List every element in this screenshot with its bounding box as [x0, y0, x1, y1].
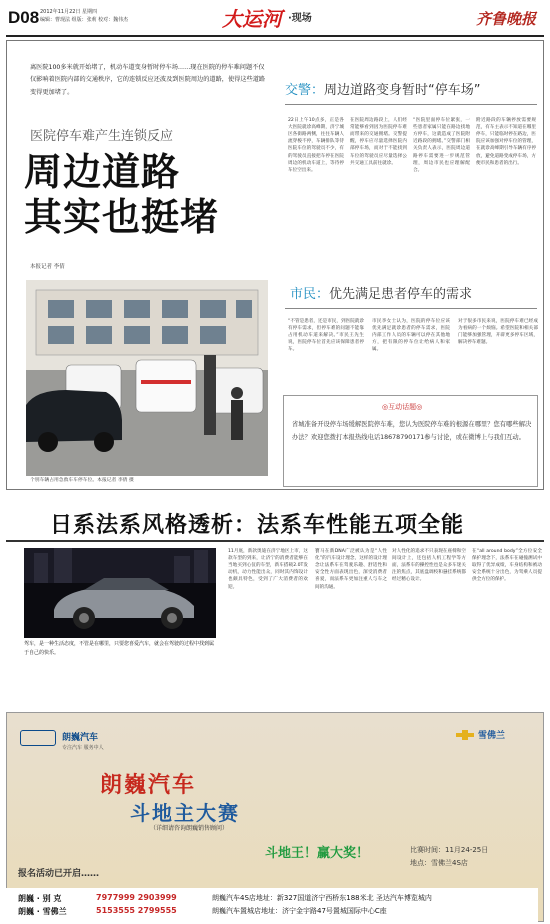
chevrolet-bowtie-icon	[456, 730, 474, 740]
dealer-address: 朗巍汽车置城店地址：济宁金宇路47号置城国际中心C座	[212, 907, 387, 915]
sec2-column: 对于很多市民来说，医院停车难已经成为看病的一个烦恼。希望医院和相关部门能够加强管理，开辟更多停车区域，解决停车难题。	[458, 319, 538, 346]
article2-column: 在“all around body”全方位安全保护理念下，法系车在碰撞测试中取得了优异成绩，车身结构和被动安全系统十分出色，为驾乘人员提供全方位的保护。	[472, 549, 542, 583]
sec1-column: 附近路段的车辆停放需要规范，有车主表示不知道在哪里停车，只能临时停在路边，医院应该加强对停车位的管理，在就诊高峰期引导车辆有序停放，避免道路变成停车场，方便市民和患者的出行。	[476, 118, 536, 166]
kicker: 医院停车难产生连锁反应	[30, 129, 174, 144]
dealer-name: 朗巍汽车	[62, 733, 99, 743]
headline-line-2: 其实也挺堵	[24, 194, 220, 239]
feature-lead: 离医院100多米就开始堵了，机动车道变身暂时停车场……现在医院的停车难问题不仅仅影响着医院内部的交通秩序，它的连锁反应还波及到医院周边的道路，使得这些道路变得更加堵了。	[30, 64, 266, 96]
ad-headline-2: 斗地主大赛	[130, 801, 240, 825]
article2-rule	[6, 540, 544, 542]
article2-column: 对人性化的追求不只表现在座椅和空间设计上，还包括人机工程学等方面，法系车的操控性也是众多车迷关注的焦点，其底盘调校和悬挂系统都经过精心设计。	[392, 549, 466, 583]
byline: 本报记者 李倩	[30, 264, 65, 270]
photo-caption: 个别车辆占用急救车车停车位。本报记者 李倩 摄	[30, 478, 134, 483]
article2-title: 日系法系风格透析：法系车性能五项全能	[50, 512, 465, 538]
interaction-title: ◎互动话题◎	[382, 403, 423, 411]
section-prefix: 交警：	[285, 83, 325, 98]
dealer-slogan: 专注汽车 服务中人	[62, 745, 104, 751]
brand-chevrolet: 雪佛兰	[478, 731, 506, 741]
sec2-column: “不管是患者，还是市民，到医院就诊有停车需求，但停车难的问题不能靠占用机动车道来解决。”市民王先生说，医院停车位首先应该保障患者停车。	[288, 319, 364, 353]
article2-column: 寶马在新DNA广泛被认为是“人性化”的汽车设计理念，这样的设计理念让法系车在驾驶乐趣、舒适性和安全性方面表现出色，深受消费者喜爱，而法系车更加注重人与车之间的沟通。	[315, 549, 387, 590]
sec1-column: 22日上午10点多，正是各大医院就诊高峰期，济宁城区各街路两侧，往往车辆人流穿梭不停，车辆排队等待医院车位的驾驶员不少，有的驾驶员直接把车停在医院周边的机动车道上，等待停车位空出来。	[288, 118, 344, 173]
sec2-column: 市民李女士认为，医院的停车位应该优先满足就诊患者的停车需求，医院内部工作人员的车辆可以停在其他地方，把有限的停车位让给病人和家属。	[372, 319, 450, 353]
contact-tel: 5153555 2799555	[96, 906, 177, 915]
newspaper-logo: 齐鲁晚报	[476, 10, 537, 28]
dealer-logo-icon	[20, 730, 56, 746]
article2-caption: 驾车，是一种生活态度，不管是在哪里，只要您喜爱汽车，就会在驾驶的过程中找到属于自己的快乐。	[24, 641, 215, 656]
editor-credits: 编辑：曹现法 组版：张莉 校对：魏伟杰	[40, 17, 129, 23]
header-rule	[6, 35, 544, 37]
news-photo	[26, 280, 268, 476]
section-name: ·现场	[288, 13, 312, 24]
ad-signup: 报名活动已开启……	[18, 869, 100, 879]
contact-tel: 7977999 2903999	[96, 893, 177, 902]
sec1-column: 在医院周边路段上，人们经常能够看到因为医院停车难而带来的交通拥堵。交警提醒，停车应尽量选择医院内部停车场，而对于不能找到车位的驾驶员应尽量选择公共交通工具前往就诊。	[350, 118, 407, 166]
page-number: D08	[8, 8, 40, 27]
article2-column: 11月底，新款奥迪在济宁地区上市，这款车型的到来，让济宁的消费者能够在当地买到心仪的车型，新车搭载2.0T发动机，动力性能出众，同时其内饰设计也颇具特色，受到了广大消费者的欢迎。	[228, 549, 308, 590]
section-title-text: 周边道路变身暂时“停车场”	[324, 83, 481, 98]
contact-name: 朗巍 · 别 克	[18, 894, 62, 903]
divider	[285, 308, 537, 309]
ad-time: 比赛时间：11月24-25日	[410, 846, 489, 854]
section-brand: 大运河	[222, 7, 282, 31]
headline	[24, 150, 264, 240]
headline-line-1: 周边道路	[24, 150, 181, 194]
section-title-residents	[290, 286, 472, 305]
contact-name: 朗巍 · 雪佛兰	[18, 907, 67, 916]
section-title-text: 优先满足患者停车的需求	[329, 287, 473, 302]
dealer-address: 朗巍汽车4S店地址：新327国道济宁西桥东188米北 圣达汽车博览城内	[212, 894, 432, 902]
ad-place: 地点：雪佛兰4S店	[410, 859, 468, 867]
ad-sub: （详细请咨询朗巍销售顾问）	[150, 825, 229, 832]
issue-date: 2012年11月22日 星期四	[40, 9, 98, 15]
sec1-column: “医院里面停车位紧张，一些患者家属只能在路边找地方停车，这就造成了医院附近路段的拥堵。”交警部门相关负责人表示，医院周边道路停车需要进一步规范管理，周边市民也应理解配合。	[413, 118, 470, 173]
section-prefix: 市民：	[290, 287, 330, 302]
car-photo	[24, 548, 216, 638]
ad-prize: 斗地王！赢大奖！	[265, 846, 370, 861]
divider	[285, 104, 537, 105]
section-title-traffic	[285, 82, 481, 101]
ad-headline-1: 朗巍汽车	[100, 773, 197, 798]
interaction-body: 省城准备开设停车场缓解医院停车难，您认为医院停车难的根源在哪里？您有哪些解决办法？欢迎您拨打本报热线电话18678790171参与讨论，或在微博上与我们互动。	[292, 421, 532, 442]
